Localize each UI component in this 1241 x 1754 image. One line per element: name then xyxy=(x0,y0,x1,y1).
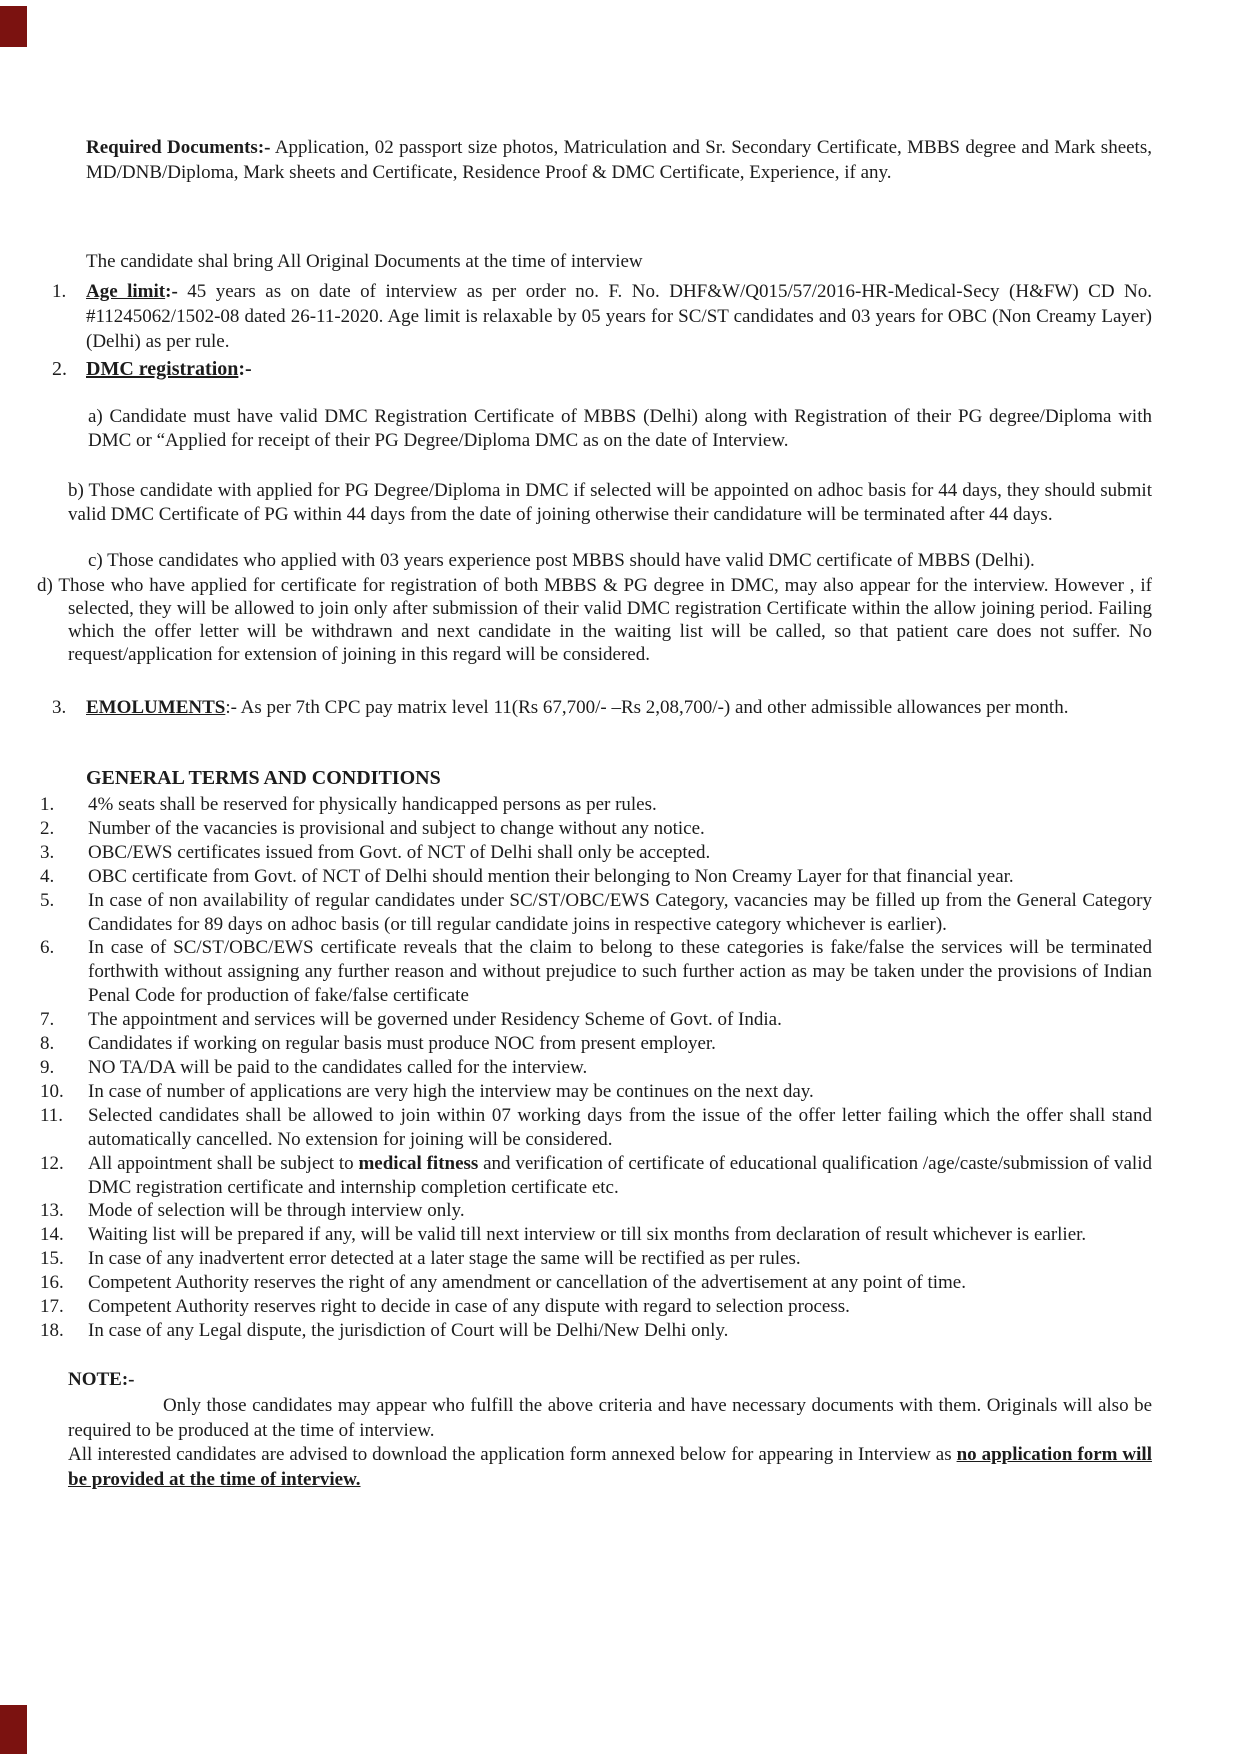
term-text: In case of any Legal dispute, the jurisdiction of Court will be Delhi/New Delhi only. xyxy=(88,1319,729,1341)
term-text: 4% seats shall be reserved for physically handicapped persons as per rules. xyxy=(88,794,657,815)
term-number: 8. xyxy=(40,1033,55,1055)
note-paragraph-2-text: All interested candidates are advised to download the application form annexed below for appearing in Interview as xyxy=(68,1444,957,1466)
term-item xyxy=(40,1271,1152,1295)
required-documents-text: Application, 02 passport size photos, Matriculation and Sr. Secondary Certificate, MBBS degree and Mark sheets, MD/DNB/Diploma, Mark sheets and Certificate, Residence Proof & DMC Certificate, Experience, if any. xyxy=(86,137,1152,183)
term-text-pre: All appointment shall be subject to xyxy=(88,1152,359,1174)
term-text: In case of any inadvertent error detected at a later stage the same will be rectified as per rules. xyxy=(88,1248,801,1270)
term-text: In case of non availability of regular candidates under SC/ST/OBC/EWS Category, vacancies may be filled up from the General Category Candidates for 89 days on adhoc basis (or till regular candidate joins in respective category whichever is earlier). xyxy=(88,889,1152,935)
scan-edge-artifact-top xyxy=(0,6,27,47)
term-item xyxy=(40,841,1152,865)
age-limit-label: Age limit xyxy=(86,281,166,302)
term-number: 7. xyxy=(40,1009,55,1031)
term-number: 17. xyxy=(40,1296,64,1318)
term-item xyxy=(40,1104,1152,1152)
term-text: OBC certificate from Govt. of NCT of Delhi should mention their belonging to Non Creamy Layer for that financial year. xyxy=(88,865,1014,887)
term-item xyxy=(40,1080,1152,1104)
dmc-subparagraph-b: b) Those candidate with applied for PG Degree/Diploma in DMC if selected will be appointed on adhoc basis for 44 days, they should submit valid DMC Certificate of PG within 44 days from the date of joining otherwise their candidature will be terminated after 44 days. xyxy=(68,480,1152,525)
term-number: 18. xyxy=(40,1319,64,1341)
age-limit-separator: :- xyxy=(165,281,178,302)
emoluments-body: As per 7th CPC pay matrix level 11(Rs 67,700/- –Rs 2,08,700/-) and other admissible allowances per month. xyxy=(236,697,1069,718)
required-documents-paragraph xyxy=(86,135,1152,185)
scan-edge-artifact-bottom xyxy=(0,1705,27,1754)
dmc-separator: :- xyxy=(238,358,252,380)
term-number: 6. xyxy=(40,937,55,959)
bring-documents-note: The candidate shal bring All Original Documents at the time of interview xyxy=(86,251,643,272)
general-terms-list xyxy=(0,793,1241,1343)
item-emoluments xyxy=(52,695,1152,720)
term-item xyxy=(40,865,1152,889)
term-number: 4. xyxy=(40,865,55,887)
term-item xyxy=(40,1247,1152,1271)
note-paragraph-1: Only those candidates may appear who fulfill the above criteria and have necessary documents with them. Originals will also be required to be produced at the time of interview. xyxy=(68,1394,1152,1441)
term-text: Competent Authority reserves the right of any amendment or cancellation of the advertisement at any point of time. xyxy=(88,1272,966,1294)
term-text xyxy=(88,1152,1152,1200)
item-number: 3. xyxy=(52,697,67,718)
term-number: 16. xyxy=(40,1272,64,1294)
note-body xyxy=(68,1394,1152,1493)
dmc-label: DMC registration xyxy=(86,358,239,380)
term-text: Mode of selection will be through interview only. xyxy=(88,1200,465,1222)
term-item xyxy=(40,936,1152,1008)
term-text-post: and verification of certificate of educational qualification /age/caste/submission of valid DMC registration certificate and internship completion certificate etc. xyxy=(88,1152,1152,1198)
dmc-subparagraph-c: c) Those candidates who applied with 03 years experience post MBBS should have valid DMC certificate of MBBS (Delhi). xyxy=(88,550,1035,571)
term-text: Candidates if working on regular basis must produce NOC from present employer. xyxy=(88,1033,716,1055)
term-number: 15. xyxy=(40,1248,64,1270)
term-number: 5. xyxy=(40,889,55,911)
term-number: 9. xyxy=(40,1056,55,1078)
term-item-medical-fitness xyxy=(40,1152,1152,1200)
dmc-subparagraph-a: a) Candidate must have valid DMC Registration Certificate of MBBS (Delhi) along with Registration of their PG degree/Diploma with DMC or “Applied for receipt of their PG Degree/Diploma DMC as on the date of Interview. xyxy=(88,406,1152,451)
item-dmc-heading xyxy=(86,357,1152,382)
term-item xyxy=(40,889,1152,937)
item-age-limit xyxy=(52,279,1152,354)
term-number: 1. xyxy=(40,794,55,815)
note-paragraph-2-emphasis: no application form will be provided at the time of interview. xyxy=(68,1444,1152,1490)
term-text: NO TA/DA will be paid to the candidates called for the interview. xyxy=(88,1056,588,1078)
term-item xyxy=(40,1032,1152,1056)
item-emoluments-text xyxy=(86,695,1152,720)
dmc-subparagraph-d: d) Those who have applied for certificate for registration of both MBBS & PG degree in DMC, may also appear for the interview. However , if selected, they will be allowed to join only after submission of their valid DMC registration Certificate within the allow joining period. Failing which the offer letter will be withdrawn and next candidate in the waiting list will be called, so that patient care does not suffer. No request/application for extension of joining in this regard will be considered. xyxy=(37,575,1152,665)
term-item xyxy=(40,1008,1152,1032)
note-paragraph-2 xyxy=(68,1443,1152,1492)
term-item xyxy=(40,817,1152,841)
required-documents-label: Required Documents:- xyxy=(86,137,271,158)
item-number: 1. xyxy=(52,281,67,302)
term-text: The appointment and services will be governed under Residency Scheme of Govt. of India. xyxy=(88,1009,782,1031)
term-item xyxy=(40,1199,1152,1223)
term-item xyxy=(40,1295,1152,1319)
term-item xyxy=(40,1056,1152,1080)
term-text: Waiting list will be prepared if any, will be valid till next interview or till six months from declaration of result whichever is earlier. xyxy=(88,1224,1087,1246)
term-number: 14. xyxy=(40,1224,64,1246)
term-text: In case of SC/ST/OBC/EWS certificate reveals that the claim to belong to these categories is fake/false the services will be terminated forthwith without assigning any further reason and without prejudice to such further action as may be taken under the provisions of Indian Penal Code for production of fake/false certificate xyxy=(88,937,1152,1007)
item-age-limit-text xyxy=(86,279,1152,354)
term-number: 3. xyxy=(40,841,55,863)
age-limit-body: 45 years as on date of interview as per order no. F. No. DHF&W/Q015/57/2016-HR-Medical-Secy (H&FW) CD No. #11245062/1502-08 dated 26-11-2020. Age limit is relaxable by 05 years for SC/ST candidates and 03 years for OBC (Non Creamy Layer) (Delhi) as per rule. xyxy=(86,281,1152,352)
term-number: 2. xyxy=(40,817,55,839)
term-item xyxy=(40,1223,1152,1247)
term-item xyxy=(40,793,1152,817)
item-number: 2. xyxy=(52,358,67,380)
term-text: In case of number of applications are very high the interview may be continues on the next day. xyxy=(88,1080,814,1102)
term-number: 10. xyxy=(40,1080,64,1102)
term-item xyxy=(40,1319,1152,1343)
note-heading: NOTE:- xyxy=(68,1368,135,1390)
term-text-bold: medical fitness xyxy=(358,1152,479,1174)
term-number: 11. xyxy=(40,1104,64,1126)
term-text: Number of the vacancies is provisional and subject to change without any notice. xyxy=(88,817,705,839)
general-terms-heading: GENERAL TERMS AND CONDITIONS xyxy=(86,767,441,789)
term-text: Selected candidates shall be allowed to join within 07 working days from the issue of the offer letter failing which the offer shall stand automatically cancelled. No extension for joining will be considered. xyxy=(88,1104,1152,1150)
emoluments-label: EMOLUMENTS xyxy=(86,697,226,718)
emoluments-separator: :- xyxy=(225,697,237,718)
term-number: 12. xyxy=(40,1152,64,1174)
term-text: Competent Authority reserves right to decide in case of any dispute with regard to selection process. xyxy=(88,1296,850,1318)
term-number: 13. xyxy=(40,1200,64,1222)
item-dmc-registration xyxy=(52,357,1152,382)
term-text: OBC/EWS certificates issued from Govt. of NCT of Delhi shall only be accepted. xyxy=(88,841,711,863)
